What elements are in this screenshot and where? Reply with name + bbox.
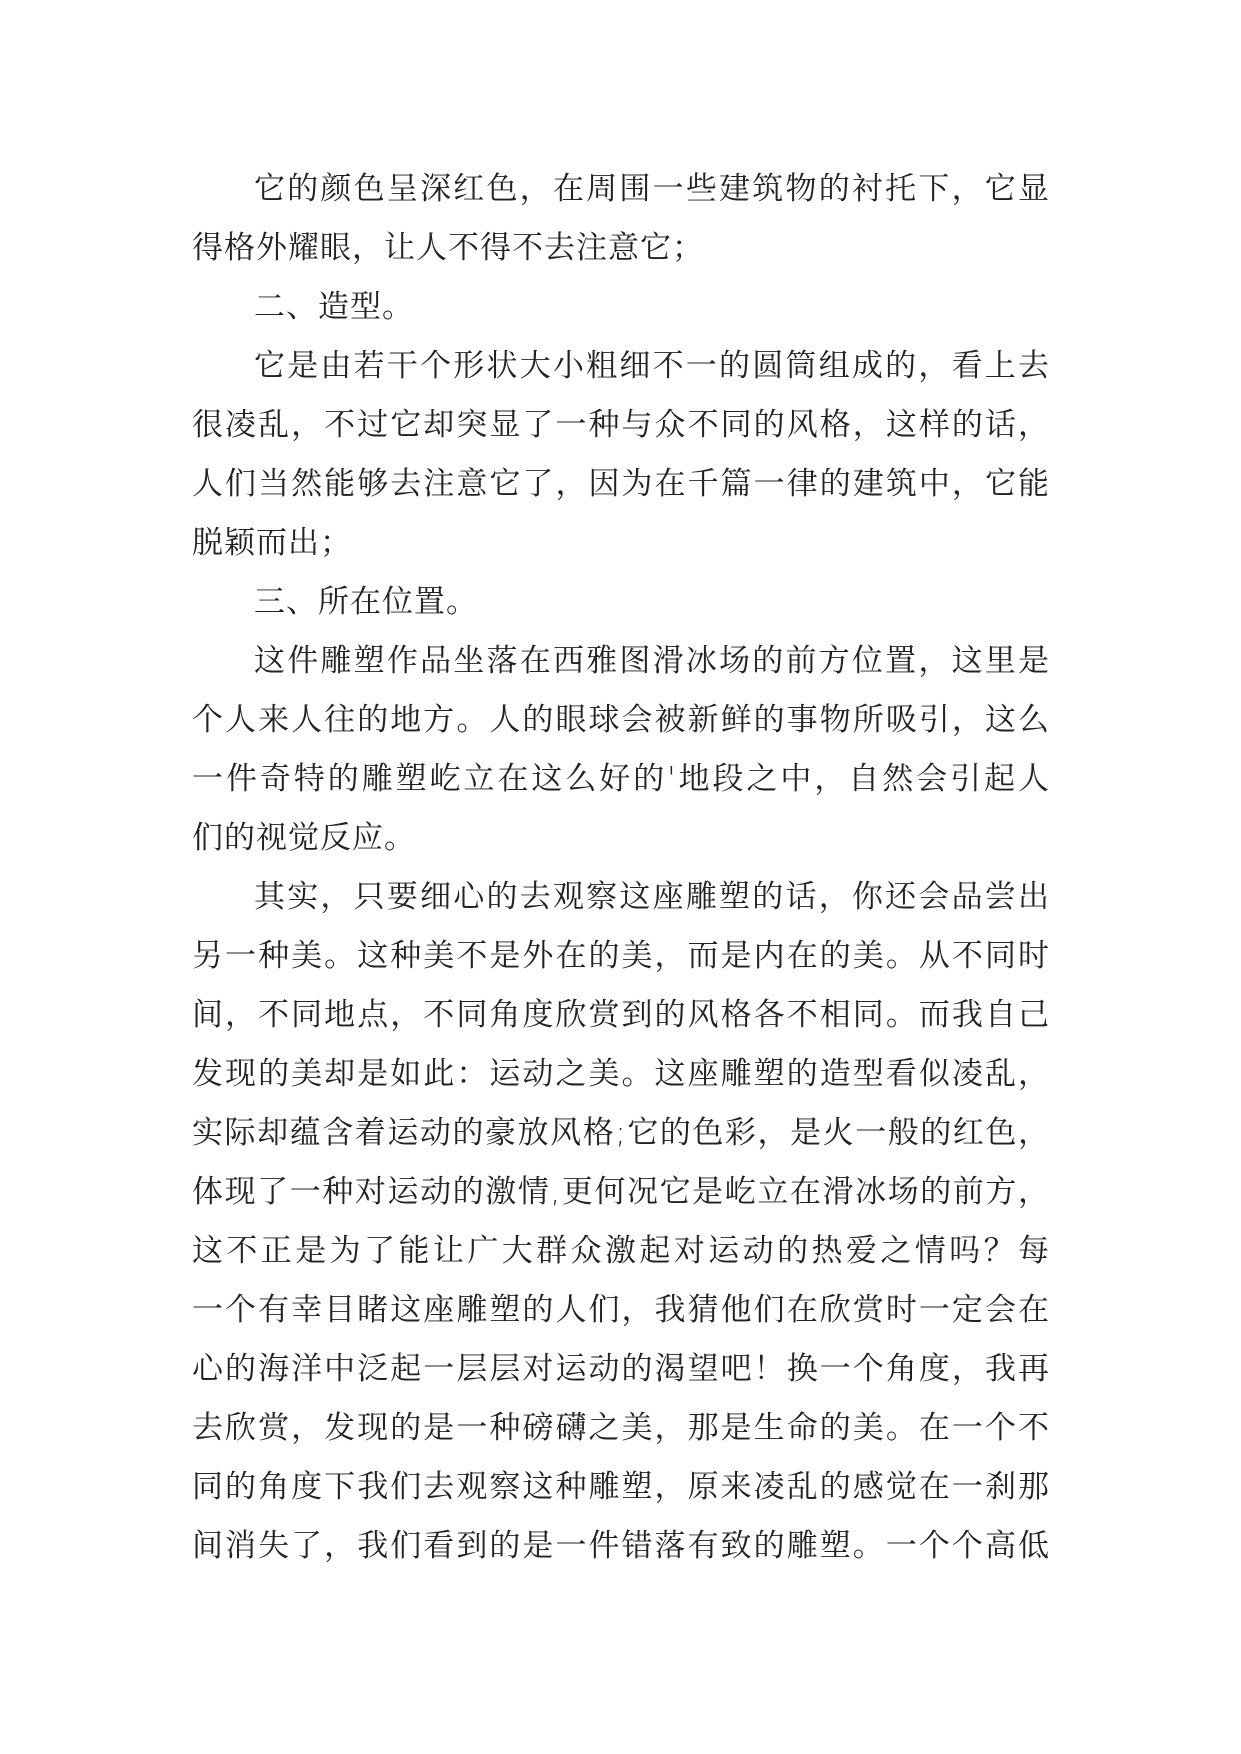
text-line: 体现了一种对运动的激情,更何况它是屹立在滑冰场的前方， <box>192 1174 1050 1210</box>
text-line: 人们当然能够去注意它了，因为在千篇一律的建筑中，它能 <box>192 466 1050 502</box>
text-line: 实际却蕴含着运动的豪放风格;它的色彩，是火一般的红色， <box>192 1115 1050 1151</box>
text-line: 间，不同地点，不同角度欣赏到的风格各不相同。而我自己 <box>192 997 1050 1033</box>
text-line: 们的视觉反应。 <box>192 820 416 856</box>
text-line: 很凌乱，不过它却突显了一种与众不同的风格，这样的话， <box>192 407 1050 443</box>
text-line: 个人来人往的地方。人的眼球会被新鲜的事物所吸引，这么 <box>192 702 1050 738</box>
text-line: 这不正是为了能让广大群众激起对运动的热爱之情吗？每 <box>192 1233 1050 1269</box>
text-line: 二、造型。 <box>254 289 414 325</box>
text-line: 其实，只要细心的去观察这座雕塑的话，你还会品尝出 <box>254 879 1050 915</box>
text-line: 得格外耀眼，让人不得不去注意它； <box>192 230 704 266</box>
text-line: 它的颜色呈深红色，在周围一些建筑物的衬托下，它显 <box>254 171 1050 207</box>
text-line: 间消失了，我们看到的是一件错落有致的雕塑。一个个高低 <box>192 1528 1050 1564</box>
text-line: 三、所在位置。 <box>254 584 478 620</box>
text-line: 这件雕塑作品坐落在西雅图滑冰场的前方位置，这里是 <box>254 643 1050 679</box>
text-line: 心的海洋中泛起一层层对运动的渴望吧！换一个角度，我再 <box>192 1351 1050 1387</box>
text-line: 去欣赏，发现的是一种磅礴之美，那是生命的美。在一个不 <box>192 1410 1050 1446</box>
text-line: 一件奇特的雕塑屹立在这么好的'地段之中，自然会引起人 <box>192 761 1050 797</box>
text-line: 另一种美。这种美不是外在的美，而是内在的美。从不同时 <box>192 938 1050 974</box>
text-line: 一个有幸目睹这座雕塑的人们，我猜他们在欣赏时一定会在 <box>192 1292 1050 1328</box>
text-line: 脱颖而出； <box>192 525 352 561</box>
text-line: 它是由若干个形状大小粗细不一的圆筒组成的，看上去 <box>254 348 1050 384</box>
document-body <box>192 160 1050 1576</box>
text-line: 发现的美却是如此：运动之美。这座雕塑的造型看似凌乱， <box>192 1056 1050 1092</box>
text-line: 同的角度下我们去观察这种雕塑，原来凌乱的感觉在一刹那 <box>192 1469 1050 1505</box>
